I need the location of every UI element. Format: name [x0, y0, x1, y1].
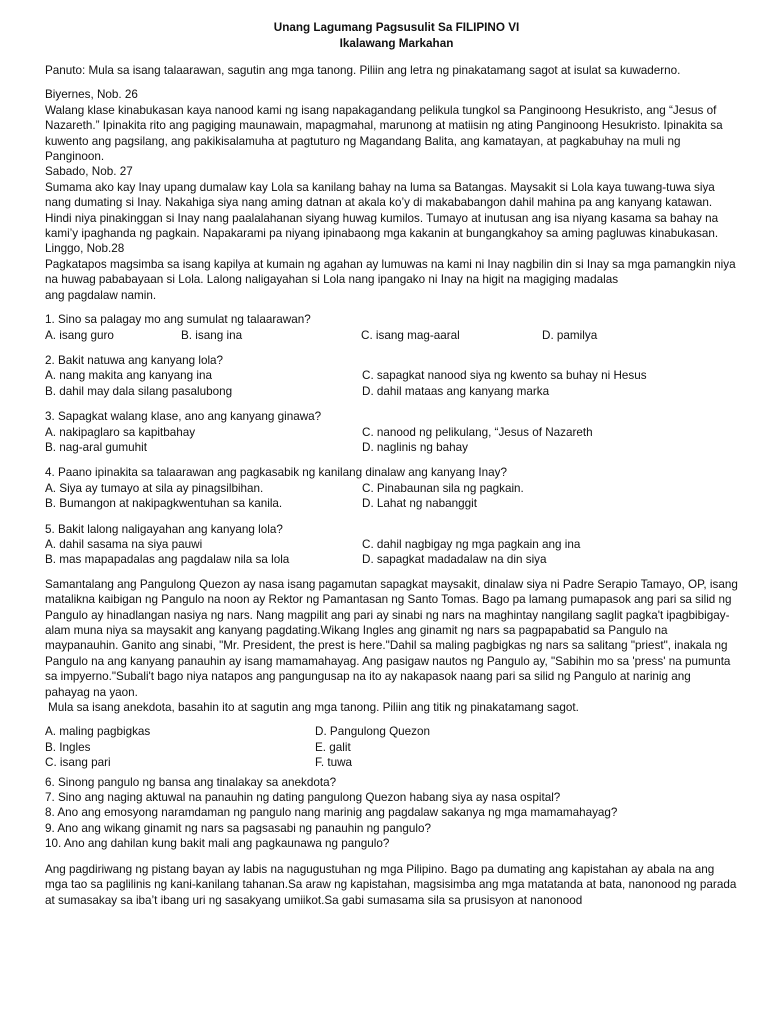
option-c: C. isang mag-aaral [361, 328, 460, 342]
anecdote-section [45, 577, 738, 716]
question-text: 2. Bakit natuwa ang kanyang lola? [45, 353, 224, 367]
diary-text-3: Pagkatapos magsimba sa isang kapilya at kumain ng agahan ay lumuwas na kami ni Inay nagbilin din si Inay sa mga pamangkin niya na huwag pababayaan si Lola. Lalong naligayahan si Lola nang ipangako ni Inay na higit na magiging madalas [45, 257, 736, 287]
diary-text-3-end: ang pagdalaw namin. [45, 288, 157, 302]
header [45, 20, 738, 51]
question-4 [45, 465, 738, 511]
diary-date-3: Linggo, Nob.28 [45, 242, 125, 256]
question-text: 5. Bakit lalong naligayahan ang kanyang lola? [45, 522, 283, 536]
question-text: 3. Sapagkat walang klase, ano ang kanyang ginawa? [45, 410, 322, 424]
question-text: 4. Paano ipinakita sa talaarawan ang pagkasabik ng kanilang dinalaw ang kanyang Inay? [45, 466, 507, 480]
choice-a: A. maling pagbigkas [45, 725, 151, 739]
option-a: A. nang makita ang kanyang ina [45, 369, 212, 383]
questions-section [45, 312, 738, 568]
anecdote-text: Samantalang ang Pangulong Quezon ay nasa isang pagamutan sapagkat maysakit, dinalaw siya ni Padre Serapio Tamayo, OP, isang matalikna kaibigan ng Pangulo na noon ay Rektor ng Pamantasan ng Santo Tomas. Bago pa lamang pumapasok ang pari sa silid ng Pangulo ay hinadlangan nasiya ng nars. Nang magpilit ang pari ay sinabi ng nars na maghintay nangilang saglit pagka't ipagbibigay-alam muna niya sa maysakit ang kanyang pagdating.Wikang Ingles ang ginamit ng nars sa pagpapabatid sa Pangulo na maypanauhin. Ganito ang sinabi, "Mr. President, the prest is here."Dahil sa maling pagbigkas ng nars sa salitang "priest", inakala ng Pangulo na ang kanyang panauhin ay isang mamamahayag. Ang pasigaw nautos ng Pangulo ay, "Sabihin mo sa 'press' na pumunta sa impyerno."Subali't bago niya natapos ang pangungusap na ito ay nakapasok naang pari sa silid ng Pangulo at narinig ang pahayag na yaon. [45, 577, 738, 699]
option-c: C. dahil nagbigay ng mga pagkain ang ina [362, 537, 581, 551]
choice-e: E. galit [315, 740, 351, 754]
option-a: A. isang guro [45, 328, 114, 342]
page-subtitle: Ikalawang Markahan [339, 36, 454, 50]
option-c: C. sapagkat nanood siya ng kwento sa buhay ni Hesus [362, 369, 647, 383]
option-d: D. dahil mataas ang kanyang marka [362, 384, 550, 398]
option-a: A. dahil sasama na siya pauwi [45, 537, 203, 551]
question-1 [45, 312, 738, 343]
option-b: B. isang ina [181, 328, 243, 342]
option-d: D. pamilya [542, 328, 598, 342]
diary-text-2: Sumama ako kay Inay upang dumalaw kay Lola sa kanilang bahay na luma sa Batangas. Maysakit si Lola kaya tuwang-tuwa siya nang dumating si Inay. Nakahiga siya nang aming datnan at akala ko’y di makababangon dahil mahina pa ang kanyang katawan. Hindi niya pinakinggan si Inay nang paalalahanan siyang huwag kumilos. Tumayo at inutusan ang isa niyang kasama sa bahay na kami’y ipaghanda ng pagkain. Napakarami pa niyang ipinabaong mga kakanin at bungangkahoy sa aming pagluwas kinabukasan. [45, 180, 719, 241]
question-9: 9. Ano ang wikang ginamit ng nars sa pagsasabi ng panauhin ng pangulo? [45, 821, 431, 835]
option-c: C. nanood ng pelikulang, “Jesus of Nazareth [362, 425, 593, 439]
question-2 [45, 353, 738, 399]
question-8: 8. Ano ang emosyong naramdaman ng pangulo nang marinig ang pagdalaw sakanya ng mga mamamahayag? [45, 806, 618, 820]
option-d: D. Lahat ng nabanggit [362, 497, 478, 511]
choice-d: D. Pangulong Quezon [315, 725, 431, 739]
option-b: B. Bumangon at nakipagkwentuhan sa kanila. [45, 497, 283, 511]
option-b: B. dahil may dala silang pasalubong [45, 384, 233, 398]
anecdote-instruction: Mula sa isang anekdota, basahin ito at sagutin ang mga tanong. Piliin ang titik ng pinakatamang sagot. [48, 701, 579, 715]
option-d: D. naglinis ng bahay [362, 440, 468, 454]
final-paragraph: Ang pagdiriwang ng pistang bayan ay labis na nagugustuhan ng mga Pilipino. Bago pa dumating ang kapistahan ay abala na ang mga tao sa paglilinis ng kani-kanilang tahanan.Sa araw ng kapistahan, magsisimba ang mga matatanda at bata, nanonood ng parada at sumasakay sa iba’t ibang uri ng sasakyang umiikot.Sa gabi sumasama sila sa prusisyon at nanonood [45, 862, 737, 907]
anecdote-questions [45, 775, 738, 852]
diary-text-1: Walang klase kinabukasan kaya nanood kami ng isang napakagandang pelikula tungkol sa Panginoong Hesukristo, ang “Jesus of Nazareth.” Ipinakita rito ang pagiging maunawain, mapagmahal, marunong at matiisin ng ating Panginoong Hesukristo. Ipinakita sa kuwento ang pagsilang, ang pakikisalamuha at pagtuturo ng Magandang Balita, ang kamatayan, at pagkabuhay na muli ng Panginoon. [45, 103, 723, 164]
option-d: D. sapagkat madadalaw na din siya [362, 553, 547, 567]
question-6: 6. Sinong pangulo ng bansa ang tinalakay sa anekdota? [45, 775, 337, 789]
choice-f: F. tuwa [315, 756, 353, 770]
question-text: 1. Sino sa palagay mo ang sumulat ng talaarawan? [45, 313, 311, 327]
option-a: A. Siya ay tumayo at sila ay pinagsilbihan. [45, 481, 264, 495]
diary-date-2: Sabado, Nob. 27 [45, 165, 133, 179]
diary-section [45, 87, 738, 303]
option-a: A. nakipaglaro sa kapitbahay [45, 425, 196, 439]
option-c: C. Pinabaunan sila ng pagkain. [362, 481, 524, 495]
question-3 [45, 409, 738, 455]
question-7: 7. Sino ang naging aktuwal na panauhin ng dating pangulong Quezon habang siya ay nasa ospital? [45, 791, 561, 805]
diary-date-1: Biyernes, Nob. 26 [45, 88, 138, 102]
option-b: B. mas mapapadalas ang pagdalaw nila sa lola [45, 553, 290, 567]
instructions: Panuto: Mula sa isang talaarawan, sagutin ang mga tanong. Piliin ang letra ng pinakatamang sagot at isulat sa kuwaderno. [45, 64, 681, 77]
choice-c: C. isang pari [45, 756, 111, 770]
question-10: 10. Ano ang dahilan kung bakit mali ang pagkaunawa ng pangulo? [45, 837, 390, 851]
option-b: B. nag-aral gumuhit [45, 440, 147, 454]
page-title: Unang Lagumang Pagsusulit Sa FILIPINO VI [273, 21, 520, 34]
question-5 [45, 522, 738, 568]
answer-choices [45, 724, 738, 770]
choice-b: B. Ingles [45, 740, 91, 754]
